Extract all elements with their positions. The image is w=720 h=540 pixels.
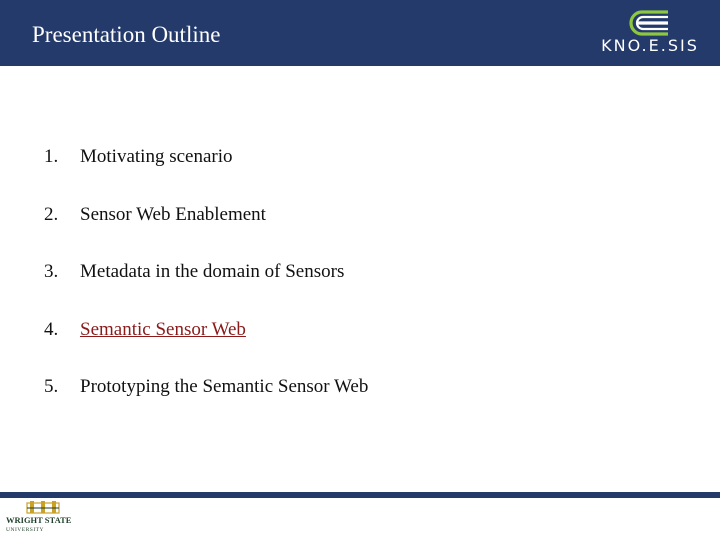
wright-state-logo [6, 500, 76, 538]
knoesis-logo-text: KNO.E.SIS [601, 36, 699, 55]
outline-item-text: Motivating scenario [80, 146, 233, 167]
wright-state-name: WRIGHT STATE [6, 515, 72, 525]
slide-header [0, 0, 720, 66]
outline-item-number: 4. [44, 318, 59, 340]
outline-item [44, 198, 684, 256]
wright-state-emblem-icon [26, 500, 60, 514]
outline-item-number: 3. [44, 261, 59, 282]
outline-item [44, 313, 684, 371]
outline-item-number: 1. [44, 146, 59, 167]
outline-item-text: Sensor Web Enablement [80, 203, 266, 225]
outline-item-text: Prototyping the Semantic Sensor Web [80, 376, 369, 397]
knoesis-e-logo-icon [628, 8, 674, 38]
outline-item [44, 255, 684, 313]
knoesis-logo [590, 4, 710, 60]
outline-item [44, 140, 684, 198]
outline-list [44, 140, 684, 428]
outline-item-text: Metadata in the domain of Sensors [80, 261, 345, 282]
outline-item-number: 2. [44, 203, 59, 225]
outline-item [44, 370, 684, 428]
outline-item-link[interactable]: Semantic Sensor Web [80, 318, 246, 340]
outline-item-number: 5. [44, 376, 59, 397]
slide-title: Presentation Outline [32, 22, 221, 47]
wright-state-subtitle: UNIVERSITY [6, 527, 44, 533]
footer-divider [0, 492, 720, 498]
